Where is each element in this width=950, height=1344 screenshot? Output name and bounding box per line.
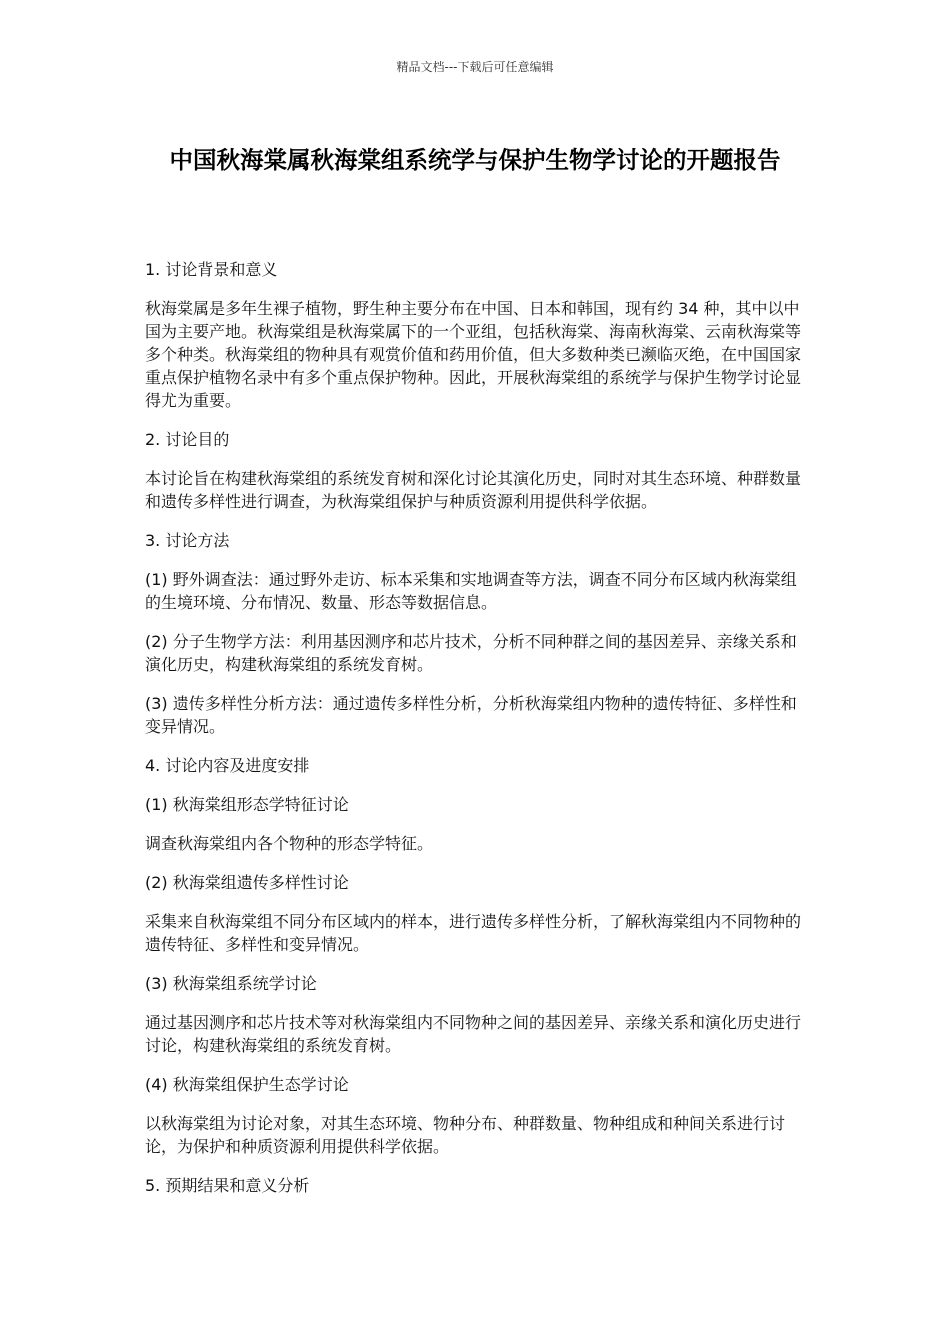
body-paragraph: 秋海棠属是多年生裸子植物，野生种主要分布在中国、日本和韩国，现有约 34 种，其中以中国为主要产地。秋海棠组是秋海棠属下的一个亚组，包括秋海棠、海南秋海棠、云南秋海棠等多个种类。秋海棠组的物种具有观赏价值和药用价值，但大多数种类已濒临灭绝，在中国国家重点保护植物名录中有多个重点保护物种。因此，开展秋海棠组的系统学与保护生物学讨论显得尤为重要。 [145,299,802,410]
body-paragraph: 调查秋海棠组内各个物种的形态学特征。 [145,834,434,853]
section-heading: 2. 讨论目的 [145,430,230,449]
section-heading: 1. 讨论背景和意义 [145,260,278,279]
document-body [145,258,807,1213]
body-paragraph: 以秋海棠组为讨论对象，对其生态环境、物种分布、种群数量、物种组成和种间关系进行讨论，为保护和种质资源利用提供科学依据。 [145,1114,786,1156]
method-item: (1) 野外调查法：通过野外走访、标本采集和实地调查等方法，调查不同分布区域内秋海棠组的生境环境、分布情况、数量、形态等数据信息。 [145,570,797,612]
method-item: (2) 分子生物学方法：利用基因测序和芯片技术，分析不同种群之间的基因差异、亲缘关系和演化历史，构建秋海棠组的系统发育树。 [145,632,797,674]
header-note: 精品文档---下载后可任意编辑 [396,60,554,74]
subsection-heading: (1) 秋海棠组形态学特征讨论 [145,795,349,814]
subsection-heading: (4) 秋海棠组保护生态学讨论 [145,1075,349,1094]
section-heading: 5. 预期结果和意义分析 [145,1176,310,1195]
subsection-heading: (2) 秋海棠组遗传多样性讨论 [145,873,349,892]
body-paragraph: 本讨论旨在构建秋海棠组的系统发育树和深化讨论其演化历史，同时对其生态环境、种群数量和遗传多样性进行调查，为秋海棠组保护与种质资源利用提供科学依据。 [145,469,802,511]
subsection-heading: (3) 秋海棠组系统学讨论 [145,974,317,993]
body-paragraph: 通过基因测序和芯片技术等对秋海棠组内不同物种之间的基因差异、亲缘关系和演化历史进行讨论，构建秋海棠组的系统发育树。 [145,1013,802,1055]
body-paragraph: 采集来自秋海棠组不同分布区域内的样本，进行遗传多样性分析，了解秋海棠组内不同物种的遗传特征、多样性和变异情况。 [145,912,802,954]
method-item: (3) 遗传多样性分析方法：通过遗传多样性分析，分析秋海棠组内物种的遗传特征、多样性和变异情况。 [145,694,797,736]
section-heading: 3. 讨论方法 [145,531,230,550]
section-heading: 4. 讨论内容及进度安排 [145,756,310,775]
document-title: 中国秋海棠属秋海棠组系统学与保护生物学讨论的开题报告 [169,146,781,174]
